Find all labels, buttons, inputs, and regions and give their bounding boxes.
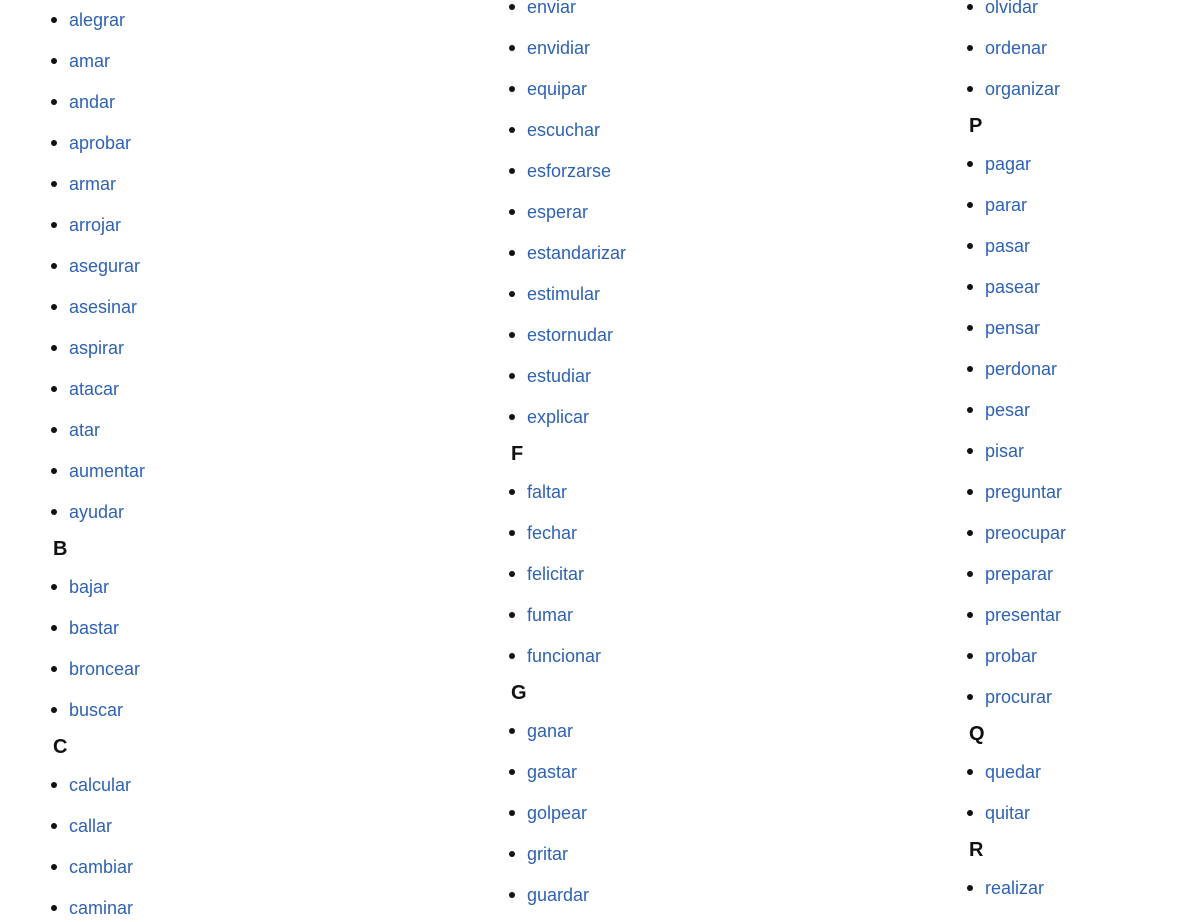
- letter-heading-q: Q: [969, 723, 985, 745]
- bullet-icon: [509, 250, 515, 256]
- bullet-icon: [51, 584, 57, 590]
- verb-link-faltar[interactable]: faltar: [527, 482, 568, 502]
- list-item: [0, 698, 123, 722]
- verb-link-golpear[interactable]: golpear: [527, 803, 588, 823]
- list-item: [916, 357, 1057, 381]
- list-item: [458, 842, 568, 866]
- verb-link-aprobar[interactable]: aprobar: [69, 133, 132, 153]
- verb-link-pisar[interactable]: pisar: [985, 441, 1025, 461]
- list-item: [916, 398, 1030, 422]
- bullet-icon: [51, 468, 57, 474]
- list-item: [458, 760, 577, 784]
- verb-link-quedar[interactable]: quedar: [985, 762, 1042, 782]
- bullet-icon: [967, 243, 973, 249]
- verb-link-ordenar[interactable]: ordenar: [985, 38, 1048, 58]
- bullet-icon: [51, 222, 57, 228]
- bullet-icon: [51, 386, 57, 392]
- bullet-icon: [967, 448, 973, 454]
- bullet-icon: [967, 810, 973, 816]
- list-item: [458, 521, 577, 545]
- letter-heading-b: B: [53, 538, 68, 560]
- verb-link-esforzarse[interactable]: esforzarse: [527, 161, 612, 181]
- letter-heading-f: F: [511, 443, 524, 465]
- verb-link-preparar[interactable]: preparar: [985, 564, 1054, 584]
- bullet-icon: [967, 612, 973, 618]
- bullet-icon: [509, 489, 515, 495]
- bullet-icon: [967, 202, 973, 208]
- verb-link-amar[interactable]: amar: [69, 51, 111, 71]
- verb-link-preocupar[interactable]: preocupar: [985, 523, 1067, 543]
- bullet-icon: [967, 407, 973, 413]
- list-item: [0, 254, 140, 278]
- verb-link-caminar[interactable]: caminar: [69, 898, 134, 918]
- list-item: [916, 316, 1040, 340]
- bullet-icon: [509, 86, 515, 92]
- bullet-icon: [51, 99, 57, 105]
- bullet-icon: [509, 127, 515, 133]
- bullet-icon: [51, 17, 57, 23]
- list-item: [916, 801, 1030, 825]
- bullet-icon: [509, 851, 515, 857]
- bullet-icon: [967, 4, 973, 10]
- bullet-icon: [51, 304, 57, 310]
- bullet-icon: [51, 625, 57, 631]
- list-item: [0, 295, 137, 319]
- bullet-icon: [51, 427, 57, 433]
- bullet-icon: [51, 707, 57, 713]
- list-item: [0, 90, 115, 114]
- verb-link-pasear[interactable]: pasear: [985, 277, 1041, 297]
- list-item: [916, 234, 1030, 258]
- verb-link-explicar[interactable]: explicar: [527, 407, 590, 427]
- bullet-icon: [509, 4, 515, 10]
- letter-heading-c: C: [53, 736, 68, 758]
- list-item: [458, 883, 589, 907]
- verb-link-pagar[interactable]: pagar: [985, 154, 1032, 174]
- verb-link-aspirar[interactable]: aspirar: [69, 338, 125, 358]
- list-item: [0, 896, 133, 920]
- list-item: [0, 336, 124, 360]
- list-item: [458, 282, 600, 306]
- list-item: [458, 159, 611, 183]
- bullet-icon: [509, 530, 515, 536]
- list-item: [458, 241, 626, 265]
- list-item: [916, 0, 1038, 19]
- bullet-icon: [51, 823, 57, 829]
- list-item: [0, 49, 110, 73]
- verb-link-estudiar[interactable]: estudiar: [527, 366, 592, 386]
- bullet-icon: [51, 509, 57, 515]
- verb-link-presentar[interactable]: presentar: [985, 605, 1062, 625]
- list-item: [458, 801, 587, 825]
- list-item: [916, 275, 1040, 299]
- bullet-icon: [51, 263, 57, 269]
- verb-link-perdonar[interactable]: perdonar: [985, 359, 1058, 379]
- list-item: [458, 719, 573, 743]
- verb-link-esperar[interactable]: esperar: [527, 202, 589, 222]
- bullet-icon: [51, 864, 57, 870]
- list-item: [916, 439, 1024, 463]
- list-item: [916, 562, 1053, 586]
- list-item: [458, 77, 587, 101]
- list-item: [458, 323, 613, 347]
- bullet-icon: [967, 885, 973, 891]
- list-item: [916, 521, 1066, 545]
- verb-link-arrojar[interactable]: arrojar: [69, 215, 122, 235]
- verb-column-1: [0, 0, 400, 922]
- verb-link-enviar[interactable]: enviar: [527, 0, 577, 17]
- list-item: [0, 575, 109, 599]
- verb-link-ayudar[interactable]: ayudar: [69, 502, 125, 522]
- list-item: [916, 480, 1062, 504]
- bullet-icon: [509, 728, 515, 734]
- verb-link-pesar[interactable]: pesar: [985, 400, 1031, 420]
- verb-link-atar[interactable]: atar: [69, 420, 101, 440]
- list-item: [0, 657, 140, 681]
- bullet-icon: [509, 168, 515, 174]
- list-item: [458, 36, 590, 60]
- list-item: [916, 603, 1061, 627]
- bullet-icon: [509, 892, 515, 898]
- verb-link-andar[interactable]: andar: [69, 92, 116, 112]
- bullet-icon: [509, 373, 515, 379]
- list-item: [458, 405, 589, 429]
- bullet-icon: [967, 45, 973, 51]
- list-item: [458, 0, 576, 19]
- list-item: [916, 152, 1031, 176]
- verb-link-callar[interactable]: callar: [69, 816, 113, 836]
- letter-heading-r: R: [969, 839, 984, 861]
- verb-link-alegrar[interactable]: alegrar: [69, 10, 126, 30]
- bullet-icon: [51, 666, 57, 672]
- verb-link-quitar[interactable]: quitar: [985, 803, 1031, 823]
- bullet-icon: [509, 612, 515, 618]
- list-item: [916, 36, 1047, 60]
- bullet-icon: [509, 653, 515, 659]
- bullet-icon: [967, 284, 973, 290]
- verb-link-asesinar[interactable]: asesinar: [69, 297, 138, 317]
- bullet-icon: [509, 332, 515, 338]
- list-item: [916, 760, 1041, 784]
- list-item: [0, 418, 100, 442]
- list-item: [0, 616, 119, 640]
- verb-link-buscar[interactable]: buscar: [69, 700, 124, 720]
- bullet-icon: [967, 325, 973, 331]
- bullet-icon: [967, 571, 973, 577]
- list-item: [0, 500, 124, 524]
- bullet-icon: [967, 366, 973, 372]
- bullet-icon: [967, 86, 973, 92]
- verb-link-parar[interactable]: parar: [985, 195, 1028, 215]
- list-item: [458, 200, 588, 224]
- list-item: [0, 773, 131, 797]
- list-item: [0, 377, 119, 401]
- verb-link-felicitar[interactable]: felicitar: [527, 564, 585, 584]
- verb-link-armar[interactable]: armar: [69, 174, 117, 194]
- list-item: [458, 562, 584, 586]
- list-item: [0, 172, 116, 196]
- bullet-icon: [967, 769, 973, 775]
- bullet-icon: [967, 694, 973, 700]
- verb-link-estornudar[interactable]: estornudar: [527, 325, 614, 345]
- bullet-icon: [51, 345, 57, 351]
- verb-link-preguntar[interactable]: preguntar: [985, 482, 1063, 502]
- list-item: [458, 118, 600, 142]
- bullet-icon: [967, 489, 973, 495]
- bullet-icon: [51, 782, 57, 788]
- verb-link-asegurar[interactable]: asegurar: [69, 256, 141, 276]
- list-item: [916, 193, 1027, 217]
- letter-heading-g: G: [511, 682, 527, 704]
- list-item: [916, 685, 1052, 709]
- list-item: [0, 213, 121, 237]
- bullet-icon: [51, 181, 57, 187]
- verb-link-broncear[interactable]: broncear: [69, 659, 141, 679]
- bullet-icon: [509, 571, 515, 577]
- verb-link-fechar[interactable]: fechar: [527, 523, 578, 543]
- verb-link-ganar[interactable]: ganar: [527, 721, 574, 741]
- list-item: [0, 814, 112, 838]
- verb-link-probar[interactable]: probar: [985, 646, 1038, 666]
- verb-column-2: [458, 0, 858, 922]
- list-item: [458, 644, 601, 668]
- verb-link-olvidar[interactable]: olvidar: [985, 0, 1039, 17]
- verb-link-bastar[interactable]: bastar: [69, 618, 120, 638]
- verb-column-3: [916, 0, 1200, 922]
- verb-link-pensar[interactable]: pensar: [985, 318, 1041, 338]
- list-item: [458, 364, 591, 388]
- bullet-icon: [967, 161, 973, 167]
- verb-link-envidiar[interactable]: envidiar: [527, 38, 591, 58]
- list-item: [916, 876, 1044, 900]
- verb-link-funcionar[interactable]: funcionar: [527, 646, 602, 666]
- verb-link-procurar[interactable]: procurar: [985, 687, 1053, 707]
- bullet-icon: [51, 58, 57, 64]
- verb-link-realizar[interactable]: realizar: [985, 878, 1045, 898]
- verb-link-calcular[interactable]: calcular: [69, 775, 132, 795]
- verb-link-estandarizar[interactable]: estandarizar: [527, 243, 627, 263]
- verb-link-pasar[interactable]: pasar: [985, 236, 1031, 256]
- verb-link-atacar[interactable]: atacar: [69, 379, 120, 399]
- bullet-icon: [509, 769, 515, 775]
- bullet-icon: [509, 291, 515, 297]
- list-item: [916, 77, 1060, 101]
- verb-link-cambiar[interactable]: cambiar: [69, 857, 134, 877]
- verb-link-fumar[interactable]: fumar: [527, 605, 574, 625]
- list-item: [0, 131, 131, 155]
- verb-link-organizar[interactable]: organizar: [985, 79, 1061, 99]
- verb-link-bajar[interactable]: bajar: [69, 577, 110, 597]
- list-item: [0, 459, 145, 483]
- bullet-icon: [509, 209, 515, 215]
- bullet-icon: [967, 653, 973, 659]
- verb-link-equipar[interactable]: equipar: [527, 79, 588, 99]
- bullet-icon: [509, 414, 515, 420]
- list-item: [458, 480, 567, 504]
- list-item: [0, 8, 125, 32]
- bullet-icon: [51, 140, 57, 146]
- list-item: [916, 644, 1037, 668]
- verb-link-gritar[interactable]: gritar: [527, 844, 569, 864]
- verb-link-estimular[interactable]: estimular: [527, 284, 601, 304]
- verb-link-aumentar[interactable]: aumentar: [69, 461, 146, 481]
- verb-link-guardar[interactable]: guardar: [527, 885, 590, 905]
- bullet-icon: [967, 530, 973, 536]
- bullet-icon: [509, 45, 515, 51]
- letter-heading-p: P: [969, 115, 983, 137]
- bullet-icon: [509, 810, 515, 816]
- bullet-icon: [51, 905, 57, 911]
- list-item: [458, 603, 573, 627]
- list-item: [0, 855, 133, 879]
- verb-link-escuchar[interactable]: escuchar: [527, 120, 601, 140]
- verb-link-gastar[interactable]: gastar: [527, 762, 578, 782]
